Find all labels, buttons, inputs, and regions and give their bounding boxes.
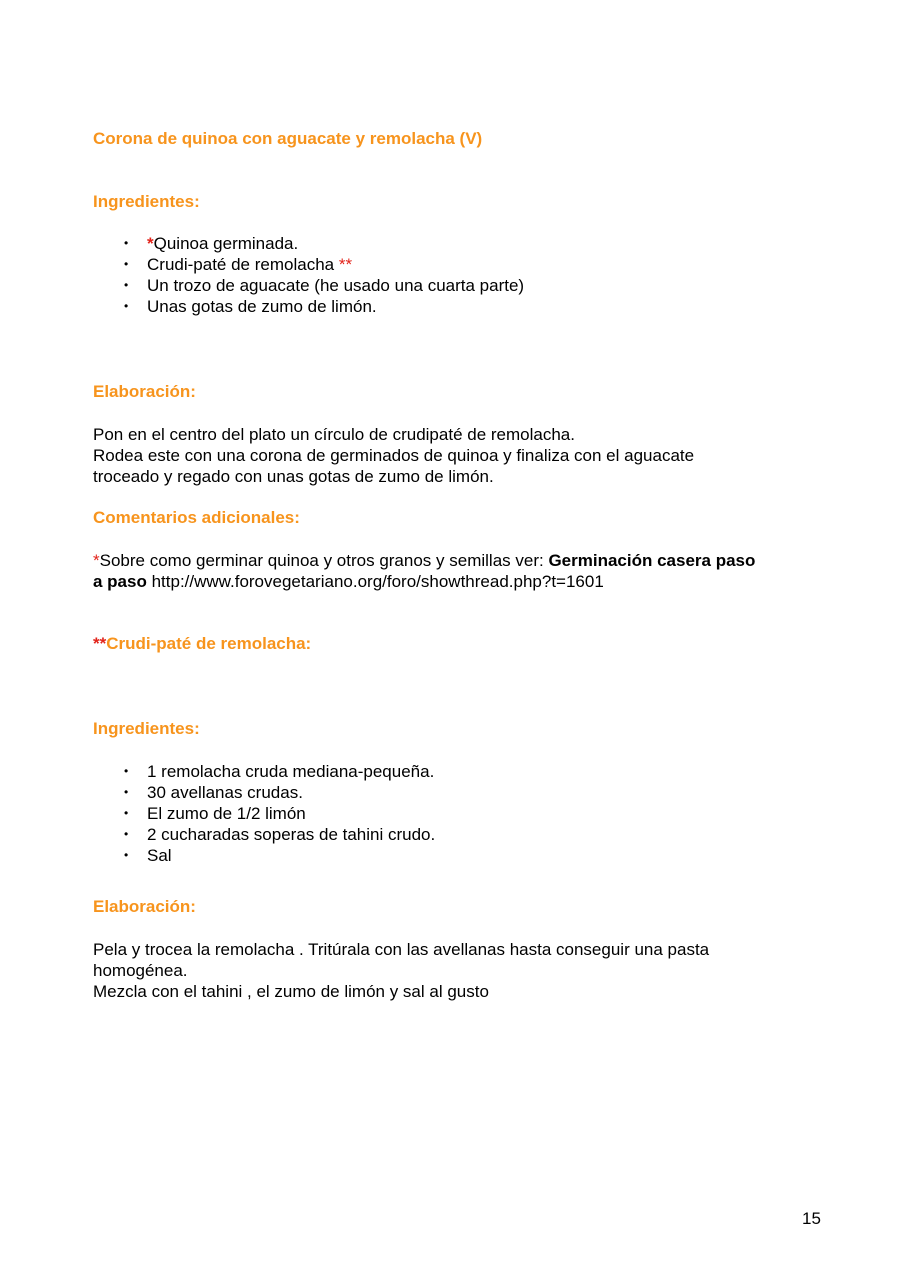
- germination-link-title: Germinación casera paso: [548, 551, 756, 570]
- asterisk-mark: **: [338, 255, 353, 274]
- ingredients-heading: Ingredientes:: [93, 192, 200, 211]
- subrecipe-ingredients-heading: Ingredientes:: [93, 719, 200, 738]
- ingredient-text: 30 avellanas crudas.: [147, 783, 303, 802]
- subrecipe-title-text: Crudi-paté de remolacha:: [106, 634, 312, 653]
- text-line: [93, 550, 755, 571]
- list-item: [93, 275, 524, 296]
- list-item: [93, 824, 435, 845]
- text-line: Pon en el centro del plato un círculo de crudipaté de remolacha.: [93, 425, 575, 444]
- bullet-icon: •: [124, 257, 129, 271]
- text-line: troceado y regado con unas gotas de zumo de limón.: [93, 467, 494, 486]
- elaboration-text: [93, 424, 694, 487]
- list-item: [93, 254, 524, 275]
- text-line: homogénea.: [93, 961, 188, 980]
- subrecipe-elaboration-text: [93, 939, 709, 1002]
- asterisk-mark: **: [93, 634, 107, 653]
- ingredient-text: 1 remolacha cruda mediana-pequeña.: [147, 762, 435, 781]
- bullet-icon: •: [124, 785, 129, 799]
- subrecipe-elaboration-heading: Elaboración:: [93, 897, 196, 916]
- text-line: Rodea este con una corona de germinados de quinoa y finaliza con el aguacate: [93, 446, 695, 465]
- bullet-icon: •: [124, 299, 129, 313]
- asterisk-mark: *: [93, 551, 100, 570]
- list-item: [93, 845, 435, 866]
- list-item: [93, 761, 435, 782]
- ingredients-list: [93, 233, 524, 317]
- ingredient-text: El zumo de 1/2 limón: [147, 804, 306, 823]
- text-line: Pela y trocea la remolacha . Tritúrala con las avellanas hasta conseguir una pasta: [93, 940, 710, 959]
- bullet-icon: •: [124, 806, 129, 820]
- list-item: [93, 803, 435, 824]
- ingredient-text: Sal: [147, 846, 172, 865]
- ingredient-text: 2 cucharadas soperas de tahini crudo.: [147, 825, 436, 844]
- subrecipe-ingredients-list: [93, 761, 435, 866]
- list-item: [93, 296, 524, 317]
- subrecipe-title: [93, 634, 311, 654]
- germination-link-title-end: a paso: [93, 572, 147, 591]
- list-item: [93, 782, 435, 803]
- text-line: Mezcla con el tahini , el zumo de limón y sal al gusto: [93, 982, 489, 1001]
- ingredient-text: Quinoa germinada.: [153, 234, 299, 253]
- ingredient-text: Crudi-paté de remolacha: [147, 255, 339, 274]
- recipe-title: Corona de quinoa con aguacate y remolacha (V): [93, 129, 483, 148]
- comment-text: [93, 550, 755, 592]
- forum-url: http://www.forovegetariano.org/foro/showthread.php?t=1601: [146, 572, 604, 591]
- elaboration-heading: Elaboración:: [93, 382, 196, 401]
- bullet-icon: •: [124, 827, 129, 841]
- bullet-icon: •: [124, 236, 129, 250]
- bullet-icon: •: [124, 764, 129, 778]
- bullet-icon: •: [124, 848, 129, 862]
- list-item: [93, 233, 524, 254]
- ingredient-text: Unas gotas de zumo de limón.: [147, 297, 377, 316]
- ingredient-text: Un trozo de aguacate (he usado una cuarta parte): [147, 276, 525, 295]
- comment-start: Sobre como germinar quinoa y otros granos y semillas ver:: [99, 551, 549, 570]
- text-line: [93, 571, 755, 592]
- comments-heading: Comentarios adicionales:: [93, 508, 300, 527]
- bullet-icon: •: [124, 278, 129, 292]
- page-number: 15: [802, 1209, 821, 1228]
- asterisk-mark: *: [147, 234, 154, 253]
